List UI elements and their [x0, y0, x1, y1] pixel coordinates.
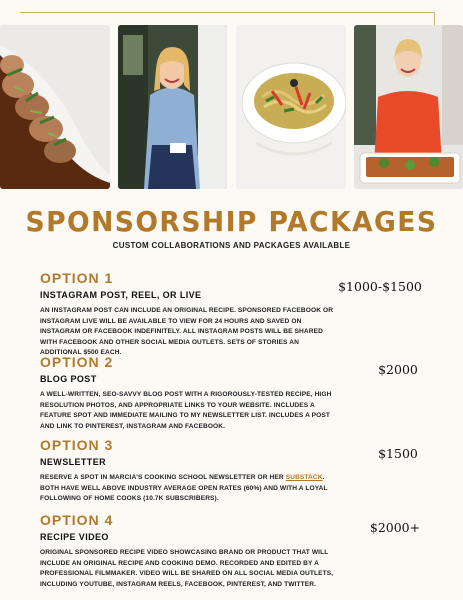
option-2-description: A WELL-WRITTEN, SEO-SAVVY BLOG POST WITH A RIGOROUSLY-TESTED RECIPE, HIGH RESOLUTION PHOTOS, AND APPROPRIATE LINKS TO YOUR WEBSITE. INCLUDES A FEATURE SPOT AND IMMEDIATE MAILING TO MY NEWSLETTER LIST. INCLUDES A POST AND LINK TO PINTEREST, INSTAGRAM AND FACEBOOK.: [40, 391, 332, 430]
page-title: SPONSORSHIP PACKAGES: [25, 205, 438, 238]
substack-link[interactable]: SUBSTACK: [285, 474, 323, 481]
option-3-description: [40, 473, 340, 505]
option-1-price: $1000-$1500: [338, 279, 422, 294]
option-1-description: AN INSTAGRAM POST CAN INCLUDE AN ORIGINAL RECIPE. SPONSORED FACEBOOK OR INSTAGRAM LIVE WILL BE AVAILABLE TO VIEW FOR 24 HOURS AND SAVED ON INSTAGRAM OR FACEBOOK INDEFINITELY. ALL INSTAGRAM POSTS WILL BE SHARED WITH FACEBOOK AND OTHER SOCIAL MEDIA OUTLETS. SETS OF STORIES AN ADDITIONAL $500 EACH.: [40, 307, 334, 356]
woman-serving-dish-photo: [354, 25, 463, 189]
option-4-name: RECIPE VIDEO: [40, 532, 109, 542]
option-4-label: OPTION 4: [40, 512, 114, 528]
option-2-label: OPTION 2: [40, 354, 114, 370]
noodle-bowl-photo: [236, 25, 346, 189]
option-3-section: [40, 437, 340, 505]
option-3-description-text: RESERVE A SPOT IN MARCIA'S COOKING SCHOOL NEWSLETTER OR HER: [40, 474, 286, 481]
option-4-description: ORIGINAL SPONSORED RECIPE VIDEO SHOWCASING BRAND OR PRODUCT THAT WILL INCLUDE AN ORIGINAL RECIPE AND COOKING DEMO. RECORDED AND EDITED BY A PROFESSIONAL FILMMAKER. VIDEO WILL BE SHARED ON ALL SOCIAL MEDIA OUTLETS, INCLUDING YOUTUBE, INSTAGRAM REELS, FACEBOOK, PINTEREST, AND TWITTER.: [40, 549, 334, 588]
option-3-name: NEWSLETTER: [40, 457, 106, 467]
sliced-pork-tenderloin-photo: [0, 25, 110, 189]
option-3-label: OPTION 3: [40, 437, 114, 453]
option-1-name: INSTAGRAM POST, REEL, OR LIVE: [40, 290, 202, 300]
option-4-price: $2000+: [369, 520, 421, 535]
option-3-price: $1500: [378, 446, 418, 461]
woman-smiling-portrait-photo: [118, 25, 227, 189]
option-3-description-text-end: . BOTH HAVE WELL ABOVE INDUSTRY AVERAGE OPEN RATES (60%) AND WITH A LOYAL FOLLOWING OF HOME COOKS (10.7K SUBSCRIBERS).: [40, 474, 328, 502]
option-2-price: $2000: [378, 362, 418, 377]
option-4-section: [40, 512, 340, 590]
page-subtitle: CUSTOM COLLABORATIONS AND PACKAGES AVAILABLE: [112, 241, 351, 250]
option-2-section: [40, 354, 340, 432]
option-1-label: OPTION 1: [40, 270, 114, 286]
option-1-section: [40, 270, 340, 359]
frame-line-top: [20, 12, 435, 13]
option-2-name: BLOG POST: [40, 374, 97, 384]
frame-line-right: [434, 12, 435, 26]
